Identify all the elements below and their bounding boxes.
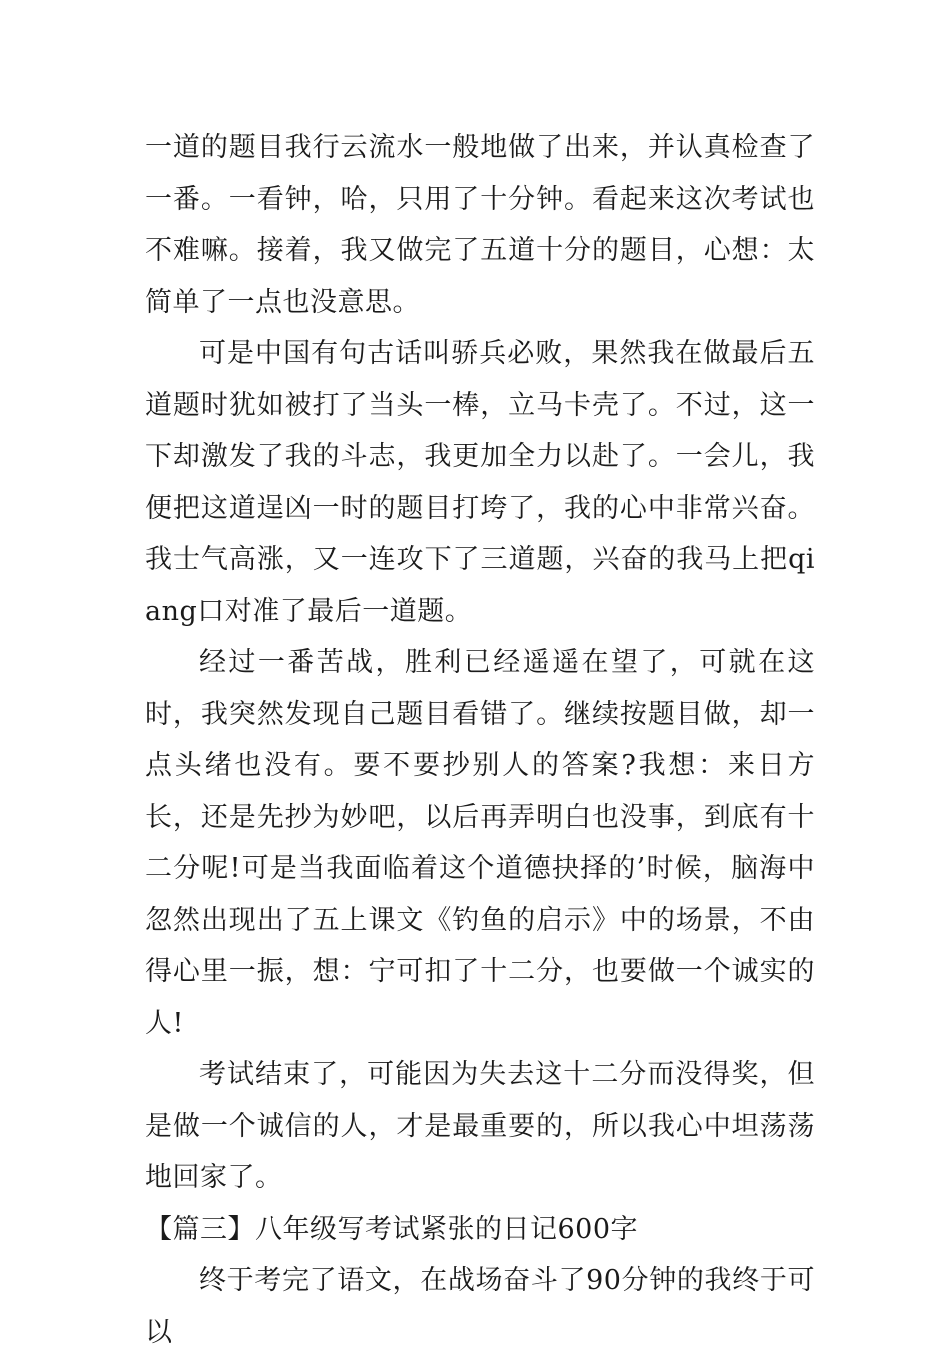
paragraph-5: 终于考完了语文，在战场奋斗了90分钟的我终于可以 [145, 1265, 815, 1348]
paragraph-3: 经过一番苦战，胜利已经遥遥在望了，可就在这时，我突然发现自己题目看错了。继续按题目做，却一点头绪也没有。要不要抄别人的答案?我想：来日方长，还是先抄为妙吧，以后再弄明白也没事，到底有十二分呢!可是当我面临着这个道德抉择的’时候，脑海中忽然出现出了五上课文《钓鱼的启示》中的场景，不由得心里一振，想：宁可扣了十二分，也要做一个诚实的人! [145, 647, 815, 1039]
document-body [145, 122, 815, 1358]
paragraph-4: 考试结束了，可能因为失去这十二分而没得奖，但是做一个诚信的人，才是最重要的，所以我心中坦荡荡地回家了。 [145, 1059, 815, 1193]
section-heading: 【篇三】八年级写考试紧张的日记600字 [145, 1213, 639, 1245]
paragraph-2: 可是中国有句古话叫骄兵必败，果然我在做最后五道题时犹如被打了当头一棒，立马卡壳了。不过，这一下却激发了我的斗志，我更加全力以赴了。一会儿，我便把这道逞凶一时的题目打垮了，我的心中非常兴奋。我士气高涨，又一连攻下了三道题，兴奋的我马上把qiang口对准了最后一道题。 [145, 338, 815, 627]
paragraph-1: 一道的题目我行云流水一般地做了出来，并认真检查了一番。一看钟，哈，只用了十分钟。看起来这次考试也不难嘛。接着，我又做完了五道十分的题目，心想：太简单了一点也没意思。 [145, 132, 815, 318]
